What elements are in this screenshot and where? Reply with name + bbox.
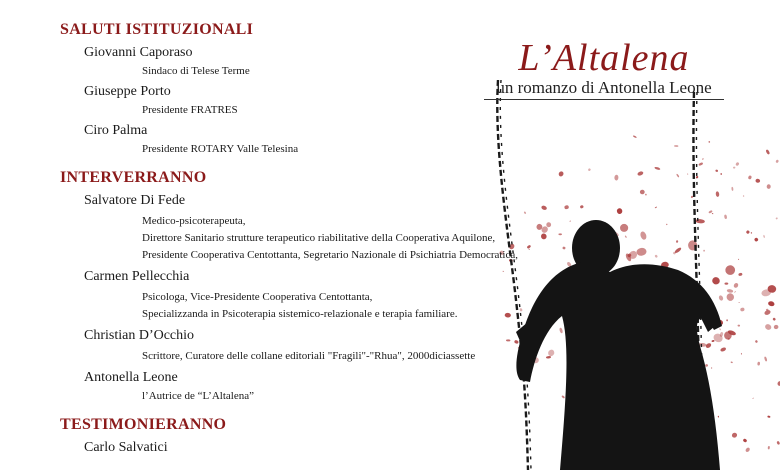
splatter-drop — [654, 166, 660, 170]
splatter-drop — [724, 331, 732, 339]
splatter-drop — [768, 446, 770, 450]
person-name: Giuseppe Porto — [84, 84, 171, 99]
splatter-drop — [655, 206, 658, 208]
splatter-drop — [676, 173, 679, 177]
splatter-drop — [645, 194, 647, 196]
splatter-drop — [754, 237, 759, 242]
person-name: Carmen Pellecchia — [84, 269, 190, 284]
splatter-drop — [726, 319, 729, 322]
splatter-drop — [764, 356, 768, 361]
person-role: Specializzanda in Psicoterapia sistemico-relazionale e terapia familiare. — [142, 308, 458, 320]
splatter-drop — [720, 173, 722, 175]
splatter-drop — [698, 162, 703, 166]
splatter-drop — [767, 184, 771, 189]
person-name: Giovanni Caporaso — [84, 45, 193, 60]
person-giovanni-caporaso — [84, 44, 530, 79]
splatter-drop — [580, 205, 584, 209]
splatter-drop — [695, 175, 698, 178]
splatter-drop — [703, 249, 705, 251]
splatter-drop — [625, 235, 628, 238]
splatter-drop — [757, 362, 760, 366]
splatter-drop — [561, 395, 565, 399]
splatter-drop — [637, 171, 644, 177]
splatter-drop — [776, 441, 780, 445]
person-role: Psicologa, Vice-Presidente Cooperativa Centottanta, — [142, 291, 373, 303]
person-role: Medico-psicoterapeuta, — [142, 215, 246, 227]
splatter-drop — [755, 178, 760, 183]
book-title: L’Altalena — [518, 37, 690, 79]
person-antonella-leone — [84, 369, 530, 404]
splatter-drop — [746, 230, 750, 234]
splatter-drop — [676, 240, 679, 243]
splatter-drop — [720, 347, 727, 353]
splatter-drop — [775, 159, 779, 163]
splatter-drop — [712, 277, 721, 286]
person-role: Direttore Sanitario strutture terapeutico riabilitative della Cooperativa Aquilone, — [142, 232, 496, 244]
girl-silhouette — [516, 220, 722, 470]
splatter-drop — [715, 191, 719, 197]
person-name: Antonella Leone — [84, 370, 178, 385]
splatter-drop — [725, 292, 735, 302]
splatter-drop — [546, 356, 551, 359]
book-subtitle: un romanzo di Antonella Leone — [484, 78, 724, 100]
person-role: Presidente FRATRES — [142, 104, 238, 116]
splatter-drop — [745, 447, 751, 453]
person-role: Presidente ROTARY Valle Telesina — [142, 143, 299, 155]
splatter-drop — [738, 302, 740, 303]
splatter-drop — [741, 353, 742, 355]
splatter-drop — [755, 340, 758, 343]
splatter-drop — [708, 141, 710, 143]
splatter-drop — [562, 246, 566, 249]
program-list — [60, 20, 530, 457]
person-ciro-palma — [84, 122, 530, 157]
splatter-drop — [633, 135, 637, 138]
splatter-drop — [588, 168, 591, 171]
splatter-drop — [734, 291, 737, 293]
splatter-drop — [733, 282, 739, 288]
splatter-drop — [724, 282, 728, 284]
splatter-drop — [724, 214, 727, 219]
splatter-drop — [767, 415, 770, 418]
splatter-drop — [640, 189, 645, 194]
splatter-drop — [636, 247, 647, 256]
person-role: Sindaco di Telese Terme — [142, 65, 250, 77]
section-title: SALUTI ISTITUZIONALI — [60, 21, 254, 38]
person-name: Ciro Palma — [84, 123, 148, 138]
splatter-drop — [715, 169, 718, 172]
person-name: Salvatore Di Fede — [84, 193, 186, 208]
splatter-drop — [712, 213, 714, 215]
person-role: l’Autrice de “L’Altalena” — [142, 390, 254, 402]
splatter-drop — [768, 301, 775, 307]
person-giuseppe-porto — [84, 83, 530, 118]
splatter-drop — [737, 325, 740, 327]
section-title: INTERVERRANNO — [60, 169, 207, 186]
person-carmen-pellecchia — [84, 268, 530, 322]
splatter-drop — [718, 295, 724, 302]
splatter-drop — [547, 349, 555, 358]
splatter-drop — [541, 205, 548, 211]
splatter-drop — [620, 224, 628, 232]
section-testimonieranno — [60, 415, 530, 457]
splatter-drop — [730, 361, 733, 363]
splatter-drop — [731, 187, 733, 191]
splatter-drop — [765, 149, 770, 155]
person-christian-docchio — [84, 327, 530, 364]
splatter-drop — [654, 254, 658, 258]
splatter-drop — [731, 432, 738, 439]
splatter-drop — [617, 208, 623, 214]
splatter-drop — [687, 173, 688, 175]
splatter-drop — [558, 170, 565, 177]
splatter-drop — [738, 272, 743, 276]
splatter-drop — [719, 328, 721, 330]
splatter-drop — [740, 307, 745, 311]
section-saluti — [60, 20, 530, 157]
splatter-drop — [614, 175, 618, 181]
splatter-drop — [711, 340, 714, 342]
splatter-drop — [546, 222, 551, 227]
splatter-drop — [774, 325, 779, 330]
splatter-drop — [705, 364, 708, 367]
person-role: Presidente Cooperativa Centottanta, Segretario Nazionale di Psichiatria Democratica, — [142, 249, 519, 261]
splatter-drop — [738, 259, 739, 261]
splatter-drop — [540, 233, 547, 240]
splatter-drop — [639, 231, 647, 241]
splatter-drop — [564, 205, 569, 210]
splatter-drop — [743, 195, 745, 197]
book-title-block — [484, 38, 724, 100]
splatter-drop — [711, 367, 712, 369]
splatter-drop — [775, 217, 778, 220]
splatter-drop — [752, 397, 754, 399]
splatter-drop — [558, 233, 562, 235]
splatter-drop — [718, 416, 720, 418]
splatter-drop — [569, 220, 571, 222]
splatter-drop — [733, 167, 735, 169]
splatter-drop — [743, 438, 748, 443]
section-title: TESTIMONIERANNO — [60, 416, 227, 433]
splatter-drop — [750, 232, 752, 234]
splatter-drop — [695, 219, 705, 224]
splatter-drop — [735, 162, 739, 167]
splatter-drop — [772, 317, 776, 321]
person-carlo-salvatici — [84, 439, 530, 457]
splatter-drop — [666, 224, 667, 226]
splatter-drop — [724, 264, 736, 276]
person-name: Carlo Salvatici — [84, 440, 168, 455]
splatter-drop — [748, 175, 752, 180]
splatter-drop — [763, 235, 765, 238]
splatter-drop — [727, 289, 734, 293]
splatter-drop — [702, 158, 704, 160]
splatter-drop — [674, 145, 678, 147]
person-name: Christian D’Occhio — [84, 328, 195, 343]
splatter-drop — [764, 323, 772, 331]
splatter-drop — [559, 327, 563, 333]
section-interverranno — [60, 168, 530, 404]
splatter-drop — [777, 380, 780, 386]
person-role: Scrittore, Curatore delle collane editoriali "Fragili"-"Rhua", 2000diciassette — [142, 350, 476, 362]
person-salvatore-di-fede — [84, 192, 530, 263]
